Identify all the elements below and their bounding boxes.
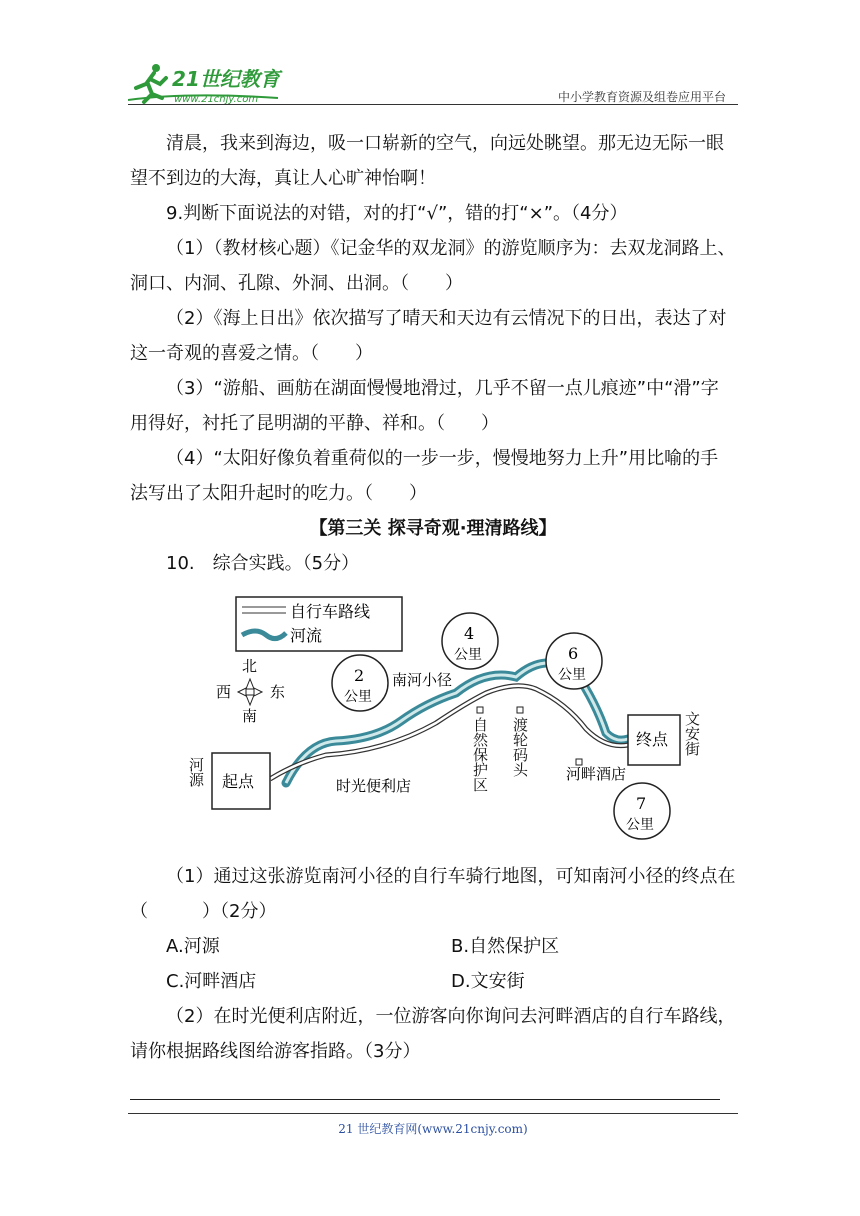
hotel-marker bbox=[576, 759, 582, 765]
compass-west: 西 bbox=[216, 683, 232, 701]
river-source-vertical: 河源 bbox=[187, 757, 205, 787]
q9-item-4: （4）“太阳好像负着重荷似的一步一步，慢慢地努力上升”用比喻的手法写出了太阳升起时的吃力。（ ） bbox=[130, 448, 719, 504]
option-d[interactable]: D.文安街 bbox=[451, 971, 525, 992]
q9-title: 9.判断下面说法的对错，对的打“√”，错的打“×”。（4分） bbox=[166, 203, 628, 224]
svg-text:4: 4 bbox=[464, 624, 475, 643]
end-label: 终点 bbox=[636, 730, 669, 749]
svg-text:公里: 公里 bbox=[454, 647, 482, 663]
option-a[interactable]: A.河源 bbox=[166, 936, 220, 957]
q10-sub2: （2）在时光便利店附近，一位游客向你询问去河畔酒店的自行车路线，请你根据路线图给游客指路。（3分） bbox=[130, 1006, 736, 1062]
logo-main-text: 21世纪教育 bbox=[172, 67, 280, 91]
q10-title: 10. 综合实践。（5分） bbox=[166, 553, 360, 574]
compass-south: 南 bbox=[242, 707, 258, 725]
q10-options-row-2 bbox=[166, 964, 736, 999]
svg-text:6: 6 bbox=[568, 644, 579, 663]
footer-text: 21 世纪教育网(www.21cnjy.com) bbox=[338, 1122, 528, 1136]
ferry-label: 渡轮码头 bbox=[511, 717, 529, 777]
document-body bbox=[130, 126, 736, 1100]
option-b[interactable]: B.自然保护区 bbox=[451, 936, 560, 957]
footer-divider bbox=[128, 1113, 738, 1114]
svg-text:公里: 公里 bbox=[344, 689, 372, 705]
logo bbox=[128, 62, 298, 106]
start-label: 起点 bbox=[222, 772, 255, 791]
q10-sub1: （1）通过这张游览南河小径的自行车骑行地图，可知南河小径的终点在（ ）（2分） bbox=[130, 866, 736, 922]
distance-badge-2 bbox=[332, 655, 388, 711]
svg-text:2: 2 bbox=[354, 666, 365, 685]
q10-options-row-1 bbox=[166, 929, 736, 964]
reserve-label: 自然保护区 bbox=[471, 717, 489, 792]
legend-river-label: 河流 bbox=[290, 626, 323, 645]
distance-badge-4 bbox=[442, 613, 498, 669]
compass-east: 东 bbox=[270, 683, 286, 701]
trail-label: 南河小径 bbox=[392, 671, 453, 689]
page-header bbox=[128, 56, 738, 106]
svg-text:7: 7 bbox=[636, 794, 647, 813]
distance-badge-7 bbox=[614, 783, 670, 839]
store-label: 时光便利店 bbox=[336, 777, 412, 795]
ferry-marker bbox=[517, 707, 523, 713]
q9-item-3: （3）“游船、画舫在湖面慢慢地滑过，几乎不留一点儿痕迹”中“滑”字用得好，衬托了昆明湖的平静、祥和。（ ） bbox=[130, 378, 719, 434]
passage-paragraph: 清晨，我来到海边，吸一口崭新的空气，向远处眺望。那无边无际一眼望不到边的大海，真让人心旷神怡啊！ bbox=[130, 133, 724, 189]
section-title: 【第三关 探寻奇观·理清路线】 bbox=[309, 518, 557, 539]
hotel-label: 河畔酒店 bbox=[566, 765, 627, 783]
route-map bbox=[186, 593, 706, 849]
option-c[interactable]: C.河畔酒店 bbox=[166, 971, 257, 992]
legend-bike-label: 自行车路线 bbox=[290, 602, 371, 621]
page-footer bbox=[128, 1113, 738, 1137]
header-platform-text: 中小学教育资源及组卷应用平台 bbox=[557, 90, 726, 104]
answer-line[interactable] bbox=[130, 1071, 720, 1100]
reserve-marker bbox=[477, 707, 483, 713]
svg-text:公里: 公里 bbox=[558, 667, 586, 683]
svg-text:公里: 公里 bbox=[626, 817, 654, 833]
distance-badge-6 bbox=[546, 633, 602, 689]
compass-north: 北 bbox=[242, 657, 258, 675]
compass-icon bbox=[216, 657, 285, 725]
logo-url-text: www.21cnjy.com bbox=[174, 94, 259, 105]
map-legend bbox=[236, 597, 402, 651]
header-divider bbox=[128, 104, 738, 105]
street-label: 文安街 bbox=[683, 711, 701, 756]
q9-item-2: （2）《海上日出》依次描写了晴天和天边有云情况下的日出，表达了对这一奇观的喜爱之情。（ ） bbox=[130, 308, 727, 364]
q9-item-1: （1）（教材核心题）《记金华的双龙洞》的游览顺序为：去双龙洞路上、洞口、内洞、孔隙、外洞、出洞。（ ） bbox=[130, 238, 736, 294]
